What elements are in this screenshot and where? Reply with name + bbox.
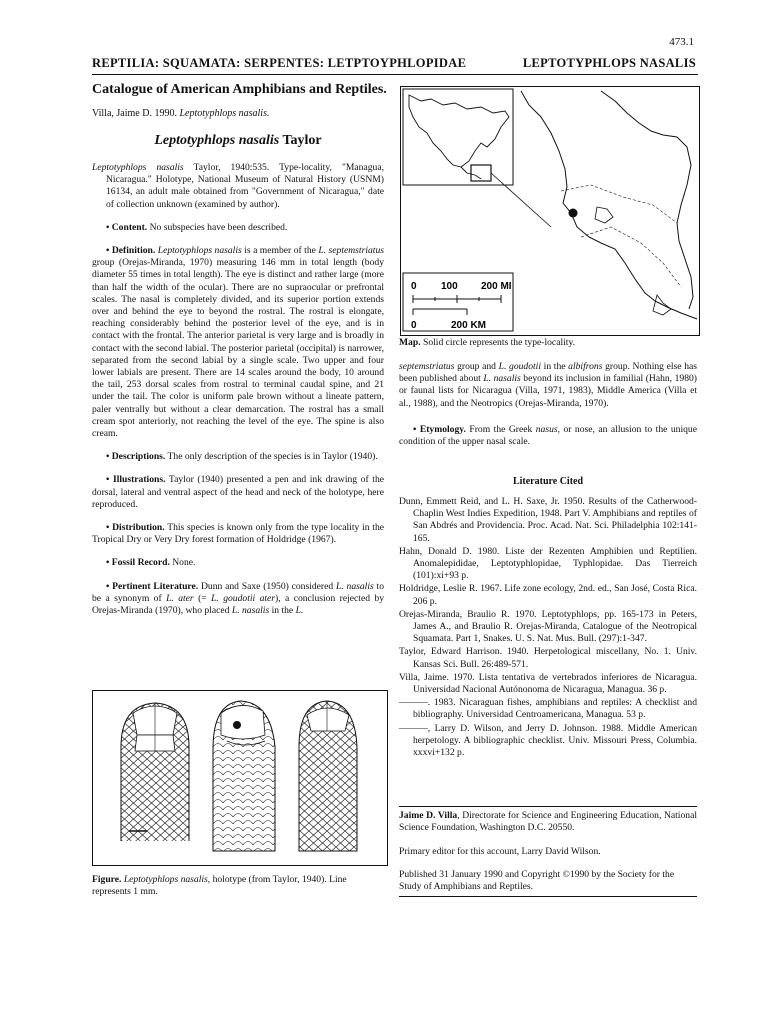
map-drawing (401, 87, 699, 335)
scale-mi-label-1: 100 (441, 281, 458, 292)
inset-pointer-line (491, 173, 551, 227)
author-name: Jaime D. Villa (399, 810, 458, 821)
fossil-heading: • Fossil Record. (106, 557, 170, 569)
published-rule (399, 896, 697, 897)
definition-name-2: L. septemstriatus (318, 245, 384, 257)
illustrations-section (92, 474, 384, 511)
catalogue-title: Catalogue of American Amphibians and Reptiles. (92, 82, 387, 97)
pertinent-continuation (399, 361, 697, 410)
right-column-upper (399, 361, 697, 459)
illustrations-text: Taylor (1940) presented a pen and ink drawing of the dorsal, lateral and ventral aspect of the head and neck of the holotype, here reproduced. (92, 474, 385, 510)
map-caption-label: Map. (399, 337, 421, 348)
author-block (399, 810, 697, 870)
pertinent-cont-text-4: beyond its inclusion in familial (Hahn, 1980) or faunal lists for Nicaragua (Villa, 1971, 1983), Middle America (Villa et al., 1988), and the Neotropics (Orejas-Miranda, 1970). (399, 373, 697, 409)
author-address (399, 810, 697, 834)
reference: Hahn, Donald D. 1980. Liste der Rezenten Amphibien und Reptilien. Anomalepididae, Leptotyphlopidae, Typhlopidae. Das Tierreich (101):xi+93 p. (399, 545, 697, 582)
reference: ———. 1983. Nicaraguan fishes, amphibians and reptiles: A checklist and bibliography. Universidad Centroamericana, Managua. 53 p. (399, 697, 697, 721)
synonymy-entry (92, 162, 384, 211)
page-number: 473.1 (669, 36, 694, 48)
pertinent-text-3: (= (193, 592, 212, 604)
species-author: Taylor (279, 133, 322, 148)
running-header-taxonomy: REPTILIA: SQUAMATA: SERPENTES: LETPTOYPHLOPIDAE (92, 56, 467, 70)
content-heading: • Content. (106, 221, 148, 233)
pertinent-text-5: in the (269, 605, 296, 617)
pertinent-cont-name-2: L. goudotii (498, 361, 542, 372)
pertinent-cont-name-4: L. nasalis (483, 373, 521, 385)
lake-outline (595, 207, 613, 223)
scale-mi-label-0: 0 (411, 281, 417, 292)
etymology-word: nasus (535, 423, 558, 435)
dorsal-view (121, 703, 189, 841)
reference: Holdridge, Leslie R. 1967. Life zone ecology, 2nd. ed., San José, Costa Rica. 206 p. (399, 583, 697, 607)
definition-section (92, 245, 384, 440)
etymology-text-1: From the Greek (465, 423, 536, 435)
running-header-species: LEPTOTYPHLOPS NASALIS (522, 56, 696, 70)
definition-text-2: group (Orejas-Miranda, 1970) measuring 146 mm in total length (body diameter 55 times in total length). The eye is distinct and rather large (more than half the width of the ocular). There are no supraocular or prefrontal scales. The nasal is completely divided, and its superior portion extends over and behind the eye to beyond the rostral. The rostral is elongate, reaching considerably behind the posterior level of the eye, and is in contact with the frontal. The anterior parietal is very large and is broadly in contact with the second labial. The posterior parietal (occipital) is narrower, separated from the second labial by a single scale. Two upper and four lower labials are present. There are 14 scales around the body, 10 around the tail, 253 dorsal scales from rostral to terminal caudal spine, and 21 under the tail. The color is uniform pale brown without a lineate pattern, paler ventrally but without a clear demarcation. The rostral has a small cream spot anteriorly, not reaching the level of the eye. The spine is also cream. (92, 257, 384, 440)
pertinent-cont-text-1: group and (454, 361, 499, 372)
pertinent-text-2: to be a synonym of (92, 580, 384, 604)
pertinent-heading: • Pertinent Literature. (106, 580, 199, 592)
pertinent-name-1: L. nasalis (335, 580, 374, 592)
content-text: No subspecies have been described. (147, 221, 288, 233)
author-rule (399, 806, 697, 807)
map-figure (400, 86, 700, 336)
editor-note: Primary editor for this account, Larry David Wilson. (399, 846, 601, 858)
species-name: Leptotyphlops nasalis (154, 133, 280, 148)
pertinent-cont-name-1: septemstriatus (399, 361, 455, 372)
left-column (92, 162, 384, 628)
reference: Taylor, Edward Harrison. 1940. Herpetological miscellany, No. 1. Univ. Kansas Sci. Bull. 26:489-571. (399, 646, 697, 670)
scale-km-label-0: 0 (411, 320, 417, 331)
definition-text-1: is a member of the (241, 245, 319, 257)
reference: Orejas-Miranda, Braulio R. 1970. Leptotyphlops, pp. 165-173 in Peters, James A., and Braulio R. Orejas-Miranda, Catalogue of the Neotropical Squamata. Part 1, Snakes. U. S. Nat. Mus. Bull. (297):1-347. (399, 608, 697, 645)
holotype-figure (92, 690, 388, 866)
distribution-heading: • Distribution. (106, 522, 165, 534)
fossil-section (92, 557, 384, 569)
type-locality-dot (569, 209, 578, 218)
pertinent-name-4: L. nasalis (231, 605, 270, 617)
scale-mi-label-2: 200 MI (481, 281, 512, 292)
border-line-south (581, 227, 681, 287)
reference: Dunn, Emmett Reid, and L. H. Saxe, Jr. 1950. Results of the Catherwood-Chaplin West Indies Expedition, 1948. Part V. Amphibians and reptiles of San Abdrés and Providencia. Proc. Acad. Nat. Sci. Philadelphia 102:141-165. (399, 496, 697, 544)
illustrations-heading: • Illustrations. (106, 474, 166, 486)
author-text: , Directorate for Science and Engineering Education, National Science Foundation, Washington D.C. 20550. (399, 810, 697, 834)
map-caption (399, 337, 697, 348)
citation (92, 108, 269, 119)
content-section (92, 222, 384, 234)
etymology-heading: • Etymology. (413, 423, 466, 435)
pertinent-cont-text-2: in the (541, 361, 569, 372)
definition-name-1: Leptotyphlops nasalis (157, 245, 242, 257)
etymology-section (399, 424, 697, 448)
pertinent-cont-text-3: group. Nothing else has been published about (399, 361, 697, 385)
pertinent-name-3: L. goudotii ater (211, 592, 276, 604)
pertinent-cont-name-3: albifrons (568, 361, 603, 372)
scale-km-label-1: 200 KM (451, 320, 487, 331)
citation-genus: Leptotyphlops nasalis. (179, 108, 270, 119)
pertinent-name-5: L. (295, 605, 304, 617)
fossil-text: None. (169, 557, 196, 569)
literature-heading: Literature Cited (512, 476, 584, 487)
border-line (561, 185, 677, 223)
figure-caption-text: , holotype (from Taylor, 1940). Line represents 1 mm. (92, 874, 347, 897)
caribbean-coastline (601, 91, 693, 309)
figure-caption-name: Leptotyphlops nasalis (123, 874, 208, 885)
literature-list (399, 496, 697, 760)
lateral-view (213, 701, 275, 851)
synonymy-text: Taylor, 1940:535. Type-locality, "Managua, Nicaragua." Holotype, National Museum of Natural History (USNM) 16134, an adult male obtained from "Government of Nicaragua," date of collection unknown (examined by author). (106, 162, 384, 210)
holotype-drawing (93, 691, 387, 865)
map-caption-text: Solid circle represents the type-locality. (420, 337, 576, 348)
descriptions-text: The only description of the species is in Taylor (1940). (165, 451, 378, 463)
ventral-view (299, 701, 357, 851)
descriptions-section (92, 451, 384, 463)
definition-heading: • Definition. (106, 245, 156, 257)
distribution-section (92, 522, 384, 546)
etymology-text-2: , or nose, an allusion to the unique condition of the upper nasal scale. (399, 423, 697, 448)
pertinent-text-4: ), a conclusion rejected by Orejas-Miranda (1970), who placed (92, 592, 384, 617)
distribution-text: This species is known only from the type locality in the Tropical Dry or Very Dry forest formation of Holdridge (1967). (92, 522, 385, 546)
synonymy-name: Leptotyphlops nasalis (92, 162, 184, 173)
species-title (92, 133, 384, 149)
pertinent-text-1: Dunn and Saxe (1950) considered (198, 580, 336, 592)
reference: ———, Larry D. Wilson, and Jerry D. Johnson. 1988. Middle American herpetology. A bibliographic checklist. Univ. Missouri Press, Columbia. xxxvi+132 p. (399, 722, 697, 759)
citation-prefix: Villa, Jaime D. 1990. (92, 108, 180, 119)
descriptions-heading: • Descriptions. (106, 451, 166, 463)
header-rule (92, 74, 698, 75)
pacific-coastline (521, 91, 697, 319)
figure-caption-label: Figure. (92, 874, 122, 885)
pertinent-name-2: L. ater (166, 592, 194, 604)
pertinent-section (92, 581, 384, 618)
figure-caption (92, 874, 386, 898)
reference: Villa, Jaime. 1970. Lista tentativa de vertebrados inferiores de Nicaragua. Universidad Nacional Autónonoma de Nicaragua, Managua. 36 p. (399, 671, 697, 696)
published-note: Published 31 January 1990 and Copyright ©1990 by the Society for the Study of Amphibians and Reptiles. (399, 869, 675, 892)
